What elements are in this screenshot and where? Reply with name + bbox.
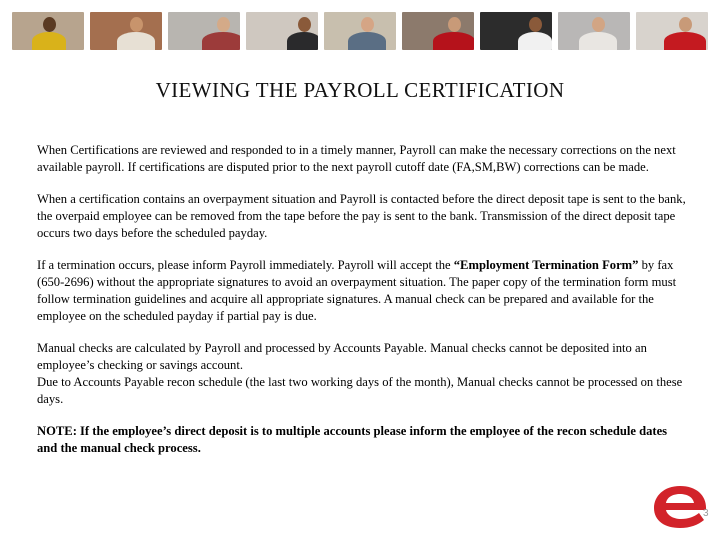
photo-woman-red-top [402, 12, 474, 50]
photo-graduates [480, 12, 552, 50]
photo-strip [12, 12, 708, 50]
photo-figure [348, 32, 386, 50]
page-title: VIEWING THE PAYROLL CERTIFICATION [155, 78, 565, 102]
termination-form-name: “Employment Termination Form” [453, 258, 639, 272]
photo-head [43, 17, 56, 32]
paragraph-manual-checks: Manual checks are calculated by Payroll and processed by Accounts Payable. Manual checks cannot be deposited into an employee’s checking or savings account. [37, 341, 647, 372]
photo-figure [202, 32, 240, 50]
note-paragraph: NOTE: If the employee’s direct deposit is to multiple accounts please inform the employee of the recon schedule dates and the manual check process. [37, 424, 668, 455]
photo-reading-newspaper [90, 12, 162, 50]
photo-dental-exam [168, 12, 240, 50]
photo-head [448, 17, 461, 32]
body-text [37, 142, 687, 472]
photo-figure [287, 32, 318, 50]
photo-patient-care [558, 12, 630, 50]
photo-figure [579, 32, 617, 50]
photo-figure [32, 32, 66, 50]
page-number: 3 [703, 508, 709, 519]
photo-man-yellow-shirt [12, 12, 84, 50]
paragraph-recon-schedule: Due to Accounts Payable recon schedule (the last two working days of the month), Manual checks cannot be processed on these days. [37, 375, 683, 406]
photo-head [679, 17, 692, 32]
paragraph-termination [37, 257, 687, 325]
photo-women-smiling [324, 12, 396, 50]
termination-text-end: by fax (650-2696) without the appropriate signatures to avoid an overpayment situation. The paper copy of the termination form must follow termination guidelines and acquire all appropriate signatures. A manual check can be prepared and available for the employee on the scheduled payday if partial pay is due. [37, 258, 677, 323]
photo-businessmen [246, 12, 318, 50]
photo-head [361, 17, 374, 32]
termination-text-start: If a termination occurs, please inform Payroll immediately. Payroll will accept the [37, 258, 454, 272]
photo-head [217, 17, 230, 32]
photo-head [529, 17, 542, 32]
photo-head [592, 17, 605, 32]
photo-figure [664, 32, 706, 50]
paragraph-overpayment: When a certification contains an overpayment situation and Payroll is contacted before the direct deposit tape is sent to the bank, the overpaid employee can be removed from the tape before the pay is sent to the bank. Transmission of the direct deposit tape occurs two days before the scheduled payday. [37, 192, 686, 240]
photo-red-shirt-worker [636, 12, 708, 50]
photo-head [298, 17, 311, 32]
paragraph-certifications: When Certifications are reviewed and responded to in a timely manner, Payroll can make the necessary corrections on the next available payroll. If certifications are disputed prior to the next payroll cutoff date (FA,SM,BW) corrections can be made. [37, 143, 676, 174]
photo-figure [518, 32, 552, 50]
photo-figure [117, 32, 155, 50]
e-logo [652, 484, 708, 530]
photo-figure [433, 32, 474, 50]
photo-head [130, 17, 143, 32]
e-logo-shape [654, 486, 706, 528]
